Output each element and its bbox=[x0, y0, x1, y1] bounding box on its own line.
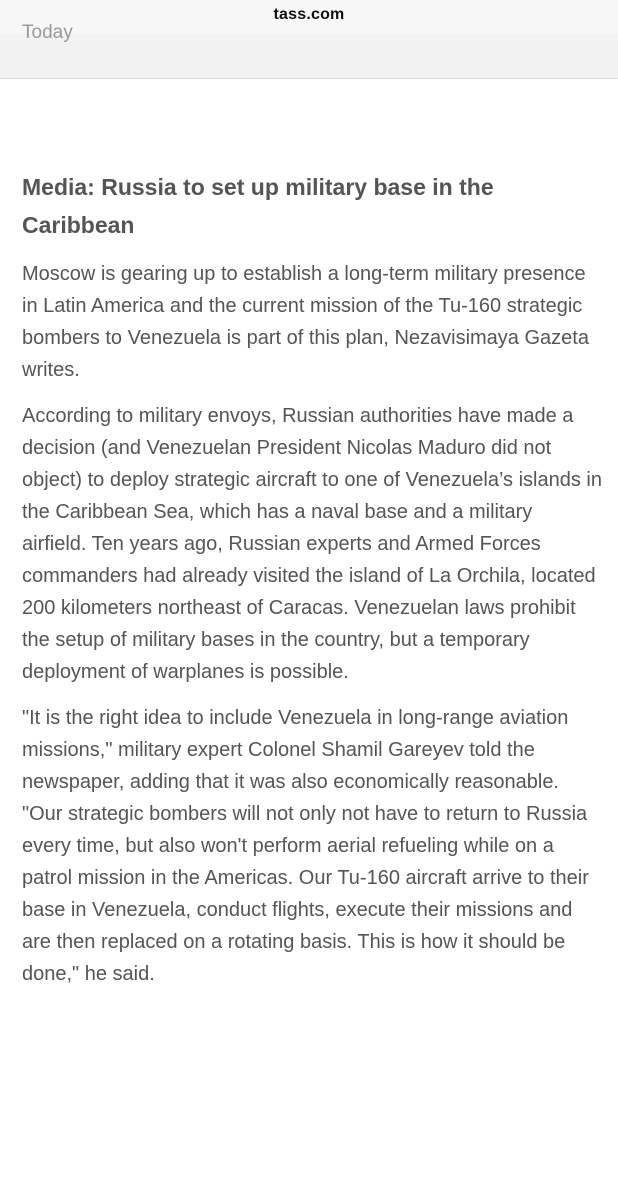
article-paragraph: "It is the right idea to include Venezuela in long-range aviation missions," military expert Colonel Shamil Gareyev told the newspaper, adding that it was also economically reasonable. "Our strategic bombers will not only not have to return to Russia every time, but also won't perform aerial refueling while on a patrol mission in the Americas. Our Tu-160 aircraft arrive to their base in Venezuela, conduct flights, execute their missions and are then replaced on a rotating basis. This is how it should be done," he said. bbox=[22, 707, 589, 985]
clipped-text: Today bbox=[22, 22, 73, 43]
article-body bbox=[22, 168, 602, 1004]
domain-label[interactable]: tass.com bbox=[273, 6, 345, 23]
article-paragraph: According to military envoys, Russian authorities have made a decision (and Venezuelan President Nicolas Maduro did not object) to deploy strategic aircraft to one of Venezuela’s islands in the Caribbean Sea, which has a naval base and a military airfield. Ten years ago, Russian experts and Armed Forces commanders had already visited the island of La Orchila, located 200 kilometers northeast of Caracas. Venezuelan laws prohibit the setup of military bases in the country, but a temporary deployment of warplanes is possible. bbox=[22, 405, 602, 683]
article-paragraph: Moscow is gearing up to establish a long-term military presence in Latin America and the current mission of the Tu-160 strategic bombers to Venezuela is part of this plan, Nezavisimaya Gazeta writes. bbox=[22, 263, 589, 381]
top-panel bbox=[0, 22, 618, 79]
address-bar[interactable] bbox=[0, 0, 618, 34]
article-headline: Media: Russia to set up military base in the Caribbean bbox=[22, 174, 494, 238]
